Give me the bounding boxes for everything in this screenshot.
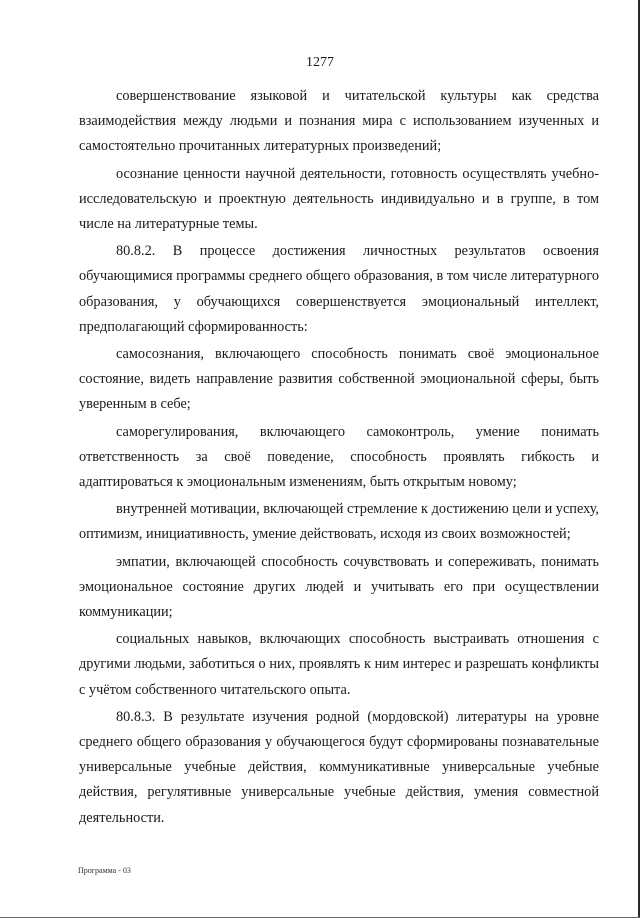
paragraph-80-8-2: 80.8.2. В процессе достижения личностных результатов освоения обучающимися программы среднего общего образования, в том числе литературного образования, у обучающихся совершенствуется эмоциональный интеллект, предполагающий сформированность: — [79, 243, 599, 335]
paragraph-internal-motivation: внутренней мотивации, включающей стремление к достижению цели и успеху, оптимизм, инициативность, умение действовать, исходя из своих возможностей; — [79, 501, 599, 543]
paragraph-empathy: эмпатии, включающей способность сочувствовать и сопереживать, понимать эмоциональное состояние других людей и учитывать его при осуществлении коммуникации; — [79, 553, 599, 621]
paragraph-self-awareness: самосознания, включающего способность понимать своё эмоциональное состояние, видеть направление развития собственной эмоциональной сферы, быть уверенным в себе; — [79, 346, 599, 413]
paragraph-social-skills: социальных навыков, включающих способность выстраивать отношения с другими людьми, заботиться о них, проявлять к ним интерес и разрешать конфликты с учётом собственного читательского опыта. — [79, 631, 599, 698]
footer-label: Программа - 03 — [78, 866, 131, 875]
paragraph-self-regulation: саморегулирования, включающего самоконтроль, умение понимать ответственность за своё поведение, способность проявлять гибкость и адаптироваться к эмоциональным изменениям, быть открытым новому; — [79, 423, 599, 491]
paragraph-80-8-3: 80.8.3. В результате изучения родной (мордовской) литературы на уровне среднего общего образования у обучающегося будут сформированы познавательные универсальные учебные действия, коммуникативные универсальные учебные действия, регулятивные универсальные учебные действия, умения совместной деятельности. — [79, 708, 599, 826]
paragraph-language-culture: совершенствование языковой и читательской культуры как средства взаимодействия между людьми и познания мира с использованием изученных и самостоятельно прочитанных литературных произведений; — [79, 88, 599, 155]
document-body — [79, 84, 599, 833]
paragraph-research-activity: осознание ценности научной деятельности, готовность осуществлять учебно-исследовательскую и проектную деятельность индивидуально и в группе, в том числе на литературные темы. — [79, 165, 599, 233]
page-number: 1277 — [306, 55, 334, 70]
